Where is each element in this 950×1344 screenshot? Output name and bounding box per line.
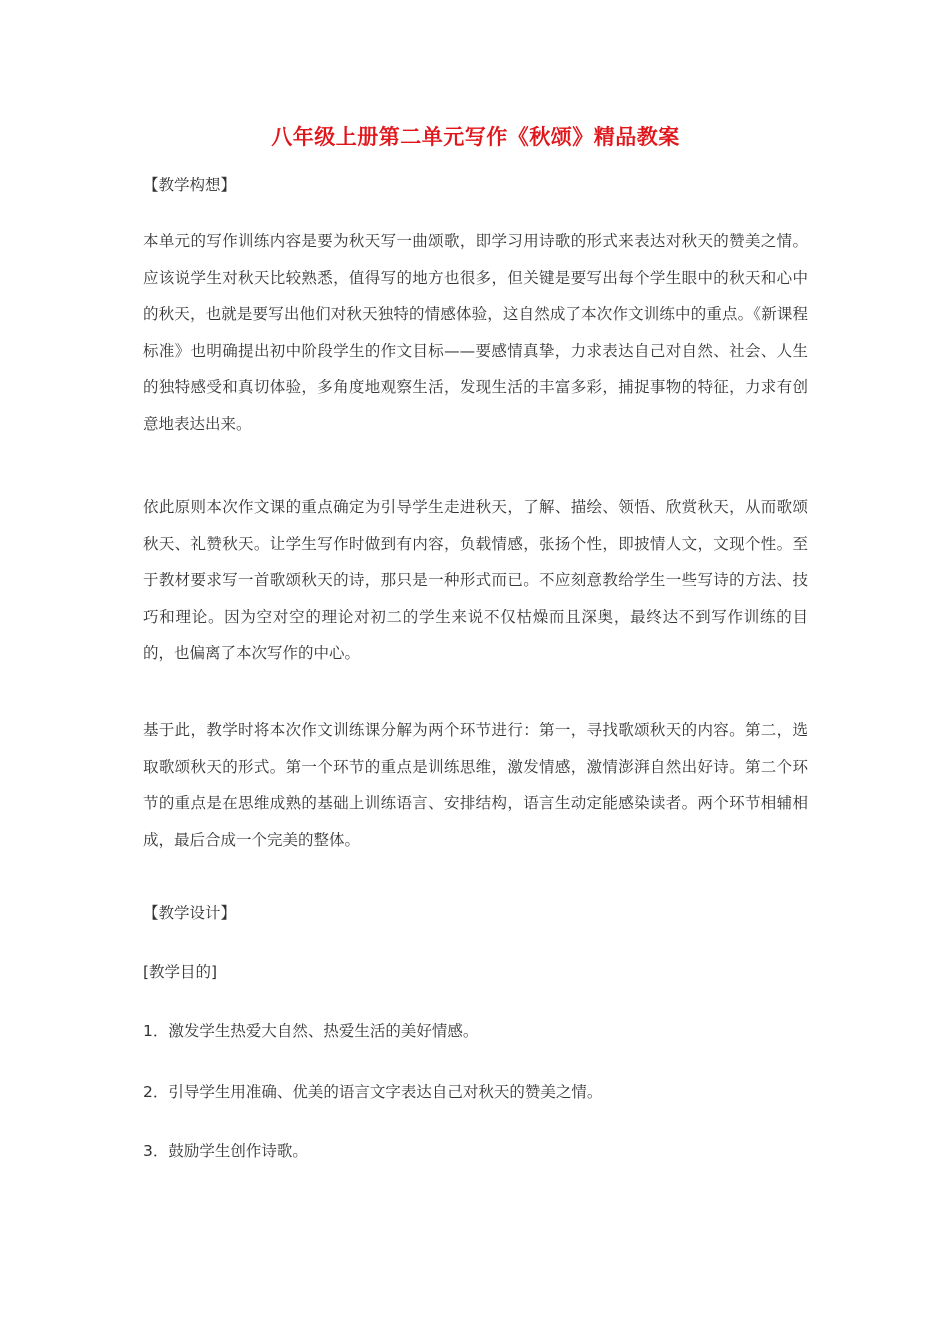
paragraph-2: 依此原则本次作文课的重点确定为引导学生走进秋天，了解、描绘、领悟、欣赏秋天，从而歌颂秋天、礼赞秋天。让学生写作时做到有内容，负载情感，张扬个性，即披情人文，文现个性。至于教材要求写一首歌颂秋天的诗，那只是一种形式而已。不应刻意教给学生一些写诗的方法、技巧和理论。因为空对空的理论对初二的学生来说不仅枯燥而且深奥，最终达不到写作训练的目的，也偏离了本次写作的中心。 (143, 498, 808, 663)
section-heading-concept: 【教学构想】 (143, 176, 237, 194)
section-heading-design: 【教学设计】 (143, 904, 237, 922)
paragraph-1: 本单元的写作训练内容是要为秋天写一曲颂歌，即学习用诗歌的形式来表达对秋天的赞美之情。应该说学生对秋天比较熟悉，值得写的地方也很多，但关键是要写出每个学生眼中的秋天和心中的秋天，也就是要写出他们对秋天独特的情感体验，这自然成了本次作文训练中的重点。《新课程标准》也明确提出初中阶段学生的作文目标——要感情真挚，力求表达自己对自然、社会、人生的独特感受和真切体验，多角度地观察生活，发现生活的丰富多彩，捕捉事物的特征，力求有创意地表达出来。 (143, 232, 808, 433)
goal-item-2: 2．引导学生用准确、优美的语言文字表达自己对秋天的赞美之情。 (143, 1083, 603, 1101)
subsection-heading-goals: [教学目的] (143, 963, 218, 981)
document-title: 八年级上册第二单元写作《秋颂》精品教案 (271, 125, 680, 149)
goal-item-3: 3．鼓励学生创作诗歌。 (143, 1142, 308, 1160)
goal-item-1: 1．激发学生热爱大自然、热爱生活的美好情感。 (143, 1022, 479, 1040)
paragraph-3: 基于此，教学时将本次作文训练课分解为两个环节进行：第一，寻找歌颂秋天的内容。第二，选取歌颂秋天的形式。第一个环节的重点是训练思维，激发情感，激情澎湃自然出好诗。第二个环节的重点是在思维成熟的基础上训练语言、安排结构，语言生动定能感染读者。两个环节相辅相成，最后合成一个完美的整体。 (143, 721, 808, 849)
